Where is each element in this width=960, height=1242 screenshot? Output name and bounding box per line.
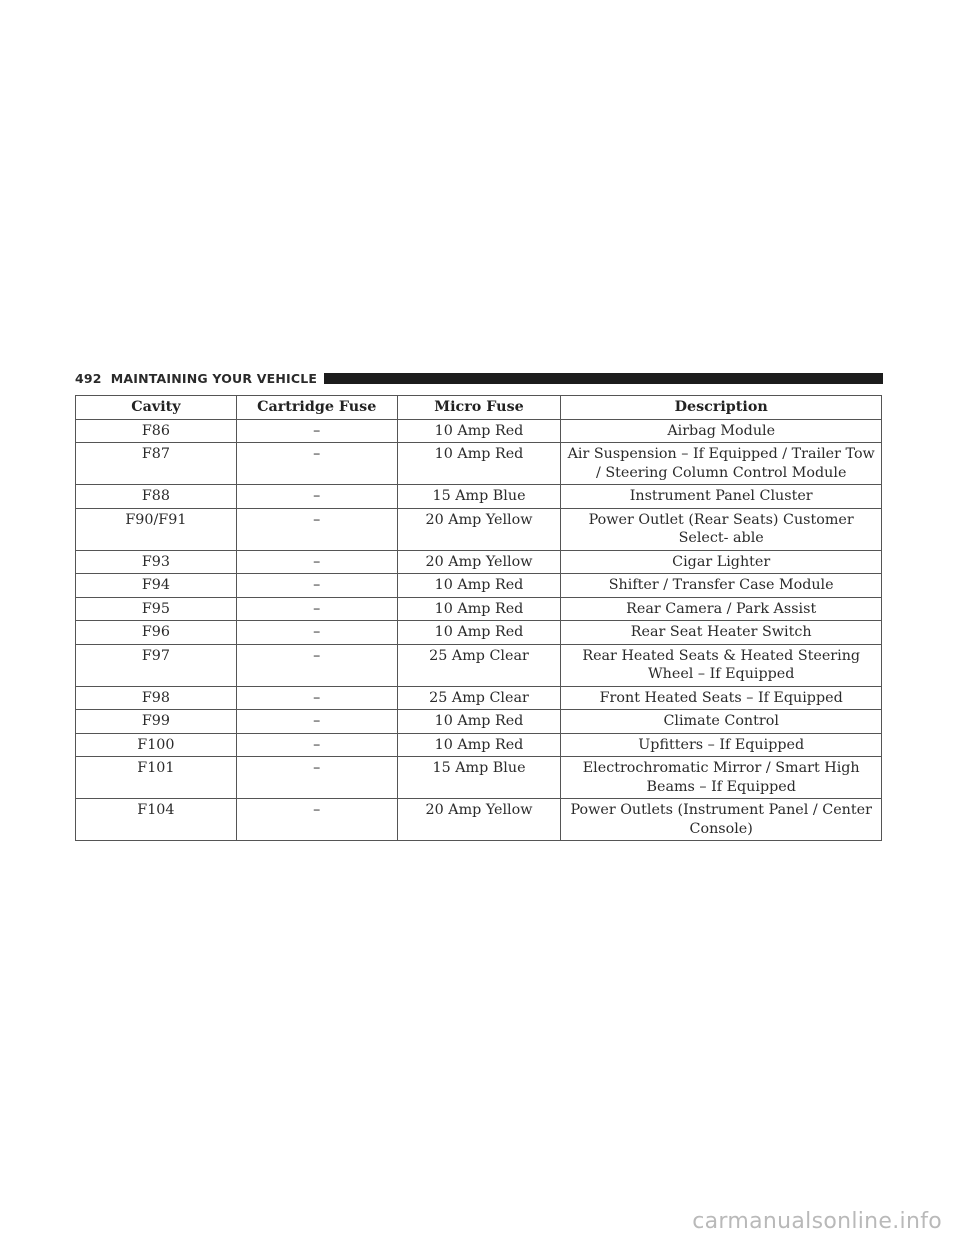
cartridge-fuse-cell: –: [236, 621, 397, 645]
cavity-cell: F90/F91: [76, 508, 237, 550]
cavity-cell: F104: [76, 799, 237, 841]
fuse-table: [75, 395, 882, 841]
description-cell: Rear Seat Heater Switch: [561, 621, 882, 645]
cavity-cell: F93: [76, 550, 237, 574]
cartridge-fuse-cell: –: [236, 419, 397, 443]
cartridge-fuse-cell: –: [236, 443, 397, 485]
table-row: [76, 485, 882, 509]
cartridge-fuse-cell: –: [236, 686, 397, 710]
table-row: [76, 799, 882, 841]
section-title: MAINTAINING YOUR VEHICLE: [110, 370, 318, 386]
cavity-cell: F101: [76, 757, 237, 799]
micro-fuse-cell: 10 Amp Red: [397, 621, 561, 645]
page-header: [75, 370, 883, 386]
table-row: [76, 621, 882, 645]
cavity-cell: F96: [76, 621, 237, 645]
micro-fuse-cell: 10 Amp Red: [397, 710, 561, 734]
cartridge-fuse-cell: –: [236, 574, 397, 598]
micro-fuse-cell: 10 Amp Red: [397, 574, 561, 598]
cavity-cell: F86: [76, 419, 237, 443]
table-row: [76, 574, 882, 598]
cartridge-fuse-cell: –: [236, 733, 397, 757]
description-cell: Rear Camera / Park Assist: [561, 597, 882, 621]
micro-fuse-cell: 25 Amp Clear: [397, 644, 561, 686]
table-row: [76, 508, 882, 550]
description-cell: Power Outlets (Instrument Panel / Center Console): [561, 799, 882, 841]
cavity-cell: F97: [76, 644, 237, 686]
header-rule: [324, 373, 883, 384]
cartridge-fuse-cell: –: [236, 799, 397, 841]
description-cell: Climate Control: [561, 710, 882, 734]
cavity-cell: F87: [76, 443, 237, 485]
cavity-cell: F88: [76, 485, 237, 509]
table-row: [76, 710, 882, 734]
cartridge-fuse-cell: –: [236, 508, 397, 550]
table-row: [76, 597, 882, 621]
cavity-cell: F94: [76, 574, 237, 598]
table-header-row: [76, 396, 882, 420]
description-cell: Electrochromatic Mirror / Smart High Beams – If Equipped: [561, 757, 882, 799]
description-cell: Front Heated Seats – If Equipped: [561, 686, 882, 710]
micro-fuse-cell: 10 Amp Red: [397, 443, 561, 485]
table-row: [76, 644, 882, 686]
table-row: [76, 757, 882, 799]
cavity-cell: F100: [76, 733, 237, 757]
micro-fuse-cell: 10 Amp Red: [397, 733, 561, 757]
micro-fuse-cell: 10 Amp Red: [397, 419, 561, 443]
column-header-description: Description: [561, 396, 882, 420]
cartridge-fuse-cell: –: [236, 550, 397, 574]
description-cell: Power Outlet (Rear Seats) Customer Select- able: [561, 508, 882, 550]
description-cell: Rear Heated Seats & Heated Steering Wheel – If Equipped: [561, 644, 882, 686]
page-number: 492: [75, 370, 102, 386]
table-row: [76, 419, 882, 443]
cartridge-fuse-cell: –: [236, 757, 397, 799]
cartridge-fuse-cell: –: [236, 644, 397, 686]
column-header-cartridge-fuse: Cartridge Fuse: [236, 396, 397, 420]
table-row: [76, 686, 882, 710]
description-cell: Instrument Panel Cluster: [561, 485, 882, 509]
description-cell: Airbag Module: [561, 419, 882, 443]
cavity-cell: F98: [76, 686, 237, 710]
table-row: [76, 733, 882, 757]
micro-fuse-cell: 25 Amp Clear: [397, 686, 561, 710]
description-cell: Air Suspension – If Equipped / Trailer Tow / Steering Column Control Module: [561, 443, 882, 485]
table-row: [76, 550, 882, 574]
watermark-url: carmanualsonline.info: [692, 1209, 942, 1234]
cavity-cell: F99: [76, 710, 237, 734]
micro-fuse-cell: 15 Amp Blue: [397, 757, 561, 799]
cartridge-fuse-cell: –: [236, 485, 397, 509]
description-cell: Upfitters – If Equipped: [561, 733, 882, 757]
column-header-cavity: Cavity: [76, 396, 237, 420]
micro-fuse-cell: 20 Amp Yellow: [397, 799, 561, 841]
micro-fuse-cell: 20 Amp Yellow: [397, 508, 561, 550]
table-row: [76, 443, 882, 485]
micro-fuse-cell: 10 Amp Red: [397, 597, 561, 621]
cartridge-fuse-cell: –: [236, 597, 397, 621]
column-header-micro-fuse: Micro Fuse: [397, 396, 561, 420]
description-cell: Cigar Lighter: [561, 550, 882, 574]
cartridge-fuse-cell: –: [236, 710, 397, 734]
micro-fuse-cell: 15 Amp Blue: [397, 485, 561, 509]
micro-fuse-cell: 20 Amp Yellow: [397, 550, 561, 574]
description-cell: Shifter / Transfer Case Module: [561, 574, 882, 598]
cavity-cell: F95: [76, 597, 237, 621]
